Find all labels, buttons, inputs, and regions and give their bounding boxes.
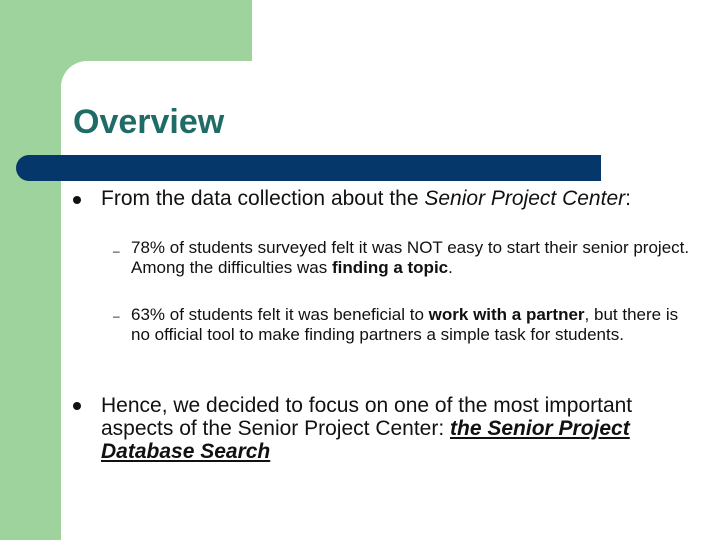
work-with-partner-bold: work with a partner (428, 305, 585, 324)
bullet-1-suffix: : (625, 187, 631, 210)
bullet-text-2 (101, 394, 661, 463)
slide-title: Overview (73, 103, 225, 141)
subbullet-text-1 (131, 238, 691, 278)
subbullet-dash-1: – (113, 244, 120, 258)
subbullet-text-2 (131, 305, 691, 345)
finding-topic-bold: finding a topic (331, 258, 449, 277)
database-search-emphasis: the Senior Project Database Search (101, 417, 630, 463)
subbullet-2-prefix: 63% of students felt it was beneficial to (131, 305, 429, 324)
bullet-dot-2 (73, 402, 81, 410)
title-underline-bar (16, 155, 601, 181)
subbullet-1-suffix: . (448, 258, 453, 277)
subbullet-1-prefix: 78% of students surveyed felt it was NOT easy to start their senior project. Among the difficulties was (131, 238, 690, 277)
senior-project-center-italic: Senior Project Center (424, 187, 626, 210)
bullet-dot-1 (73, 196, 81, 204)
subbullet-2-suffix: , but there is no official tool to make finding partners a simple task for students. (131, 305, 679, 344)
bullet-1-prefix: From the data collection about the (101, 187, 425, 210)
left-green-strip (0, 0, 61, 540)
bullet-2-prefix: Hence, we decided to focus on one of the most important aspects of the Senior Project Center: (101, 394, 633, 440)
bullet-text-1 (101, 187, 661, 210)
subbullet-dash-2: – (113, 309, 120, 323)
